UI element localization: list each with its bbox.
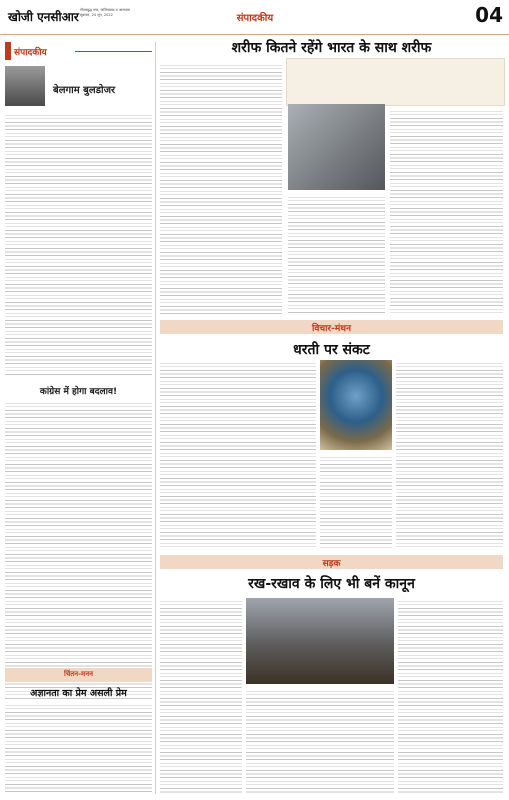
earth-illustration [320, 360, 392, 450]
earth-body-col3 [396, 360, 503, 550]
road-body-col2 [246, 688, 394, 794]
editorial-headline: बेलगाम बुलडोजर [53, 85, 116, 96]
road-headline: रख-रखाव के लिए भी बनें कानून [248, 576, 415, 592]
earth-body-col2 [320, 454, 392, 550]
congress-body [5, 400, 152, 700]
chintan-manan-band [5, 668, 152, 682]
column-divider [155, 42, 156, 794]
earth-headline: धरती पर संकट [293, 342, 370, 358]
masthead [0, 0, 509, 35]
masthead-title: खोजी एनसीआर [8, 10, 79, 24]
chintan-manan-label: चिंतन-मनन [64, 670, 93, 678]
page-section-label: संपादकीय [236, 13, 274, 24]
editorial-tab-label: संपादकीय [14, 48, 47, 58]
sadak-label: सड़क [322, 559, 341, 569]
chintan-manan-body [5, 702, 152, 794]
issue-meta [80, 8, 130, 18]
congress-subheading: कांग्रेस में होगा बदलाव! [39, 387, 118, 397]
editorial-photo [5, 66, 45, 106]
editorial-tab-bar [5, 42, 11, 60]
road-photo [246, 598, 394, 684]
editorial-body [5, 112, 152, 377]
main-body-col3 [288, 194, 385, 314]
page-number: 04 [475, 3, 503, 27]
main-body-col1 [160, 62, 282, 314]
editorial-tab-rule [75, 51, 152, 52]
politician-photo [288, 104, 385, 190]
chintan-manan-headline: अज्ञानता का प्रेम असली प्रेम [30, 688, 127, 699]
road-body-col1 [160, 598, 242, 794]
vichar-manthan-label: विचार-मंथन [312, 324, 351, 334]
editorial-tab [5, 42, 152, 60]
issue-meta-line2: शुक्रवार, 24 जून, 2022 [80, 13, 113, 17]
main-headline: शरीफ कितने रहेंगे भारत के साथ शरीफ [231, 40, 432, 56]
earth-body-col1 [160, 360, 316, 550]
issue-meta-line1: गौतमबुद्ध नगर, गाजियाबाद व आसपास [80, 8, 130, 12]
sadak-band [160, 555, 503, 569]
road-body-col3 [398, 598, 503, 794]
vichar-manthan-band [160, 320, 503, 334]
highlight-box [286, 58, 505, 106]
main-body-col2 [390, 108, 503, 314]
